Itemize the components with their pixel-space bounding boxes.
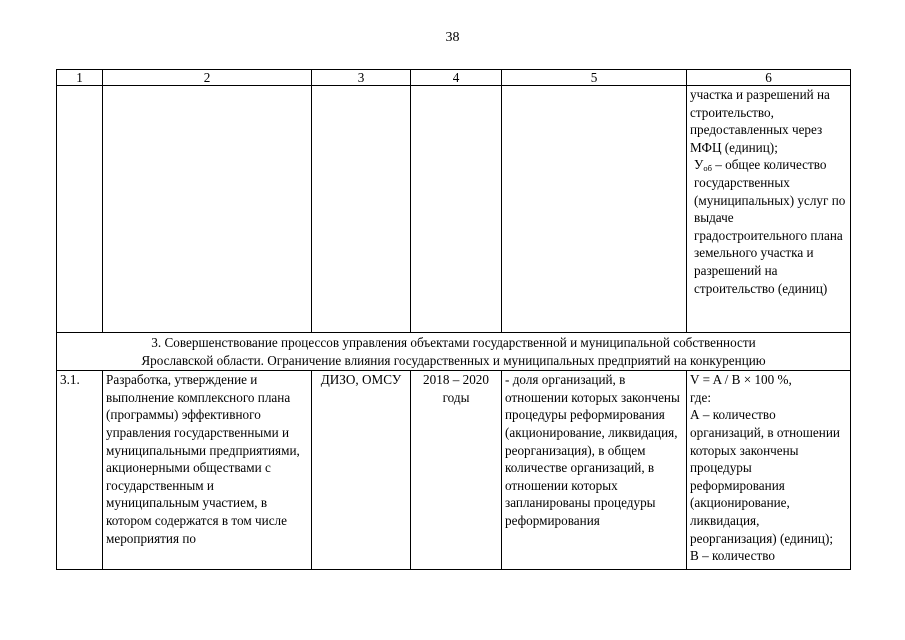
cont-cell-4 [411, 86, 502, 333]
symbol-u-definition: – общее количество государственных (муниципальных) услуг по выдаче градостроительного плана земельного участка и разрешений на строительство (единиц) [694, 157, 846, 296]
symbol-u: У [694, 157, 704, 173]
formula-cell [687, 371, 851, 570]
executor-cell: ДИЗО, ОМСУ [312, 371, 411, 570]
cont-cell-3 [312, 86, 411, 333]
cont-cell-6 [687, 86, 851, 333]
cont-col6-definition [690, 156, 847, 297]
row-number-cell: 3.1. [57, 371, 103, 570]
formula-a-definition: А – количество организаций, в отношении которых закончены процедуры реформирования (акционирование, ликвидация, реорганизация) (единиц); [690, 407, 840, 546]
section-heading-cell [57, 333, 851, 371]
symbol-u-subscript: об [703, 163, 712, 174]
table-header-row [57, 70, 851, 86]
measure-cell: Разработка, утверждение и выполнение комплексного плана (программы) эффективного управления государственными и муниципальными предприятиями, акционерными обществами с государственным и муниципальным участием, в котором содержатся в том числе мероприятия по [103, 371, 312, 570]
header-col-3: 3 [312, 70, 411, 86]
cont-cell-1 [57, 86, 103, 333]
header-col-1: 1 [57, 70, 103, 86]
formula-where: где: [690, 389, 711, 405]
page-number: 38 [445, 30, 460, 45]
section-heading-row [57, 333, 851, 371]
header-col-4: 4 [411, 70, 502, 86]
header-col-6: 6 [687, 70, 851, 86]
measures-table [56, 69, 851, 570]
cont-col6-top-text: участка и разрешений на строительство, предоставленных через МФЦ (единиц); [690, 87, 830, 155]
header-col-5: 5 [502, 70, 687, 86]
indicator-cell: - доля организаций, в отношении которых закончены процедуры реформирования (акционирование, ликвидация, реорганизация), в общем количестве организаций, в отношении которых запланированы процедуры реформирования [502, 371, 687, 570]
period-cell [411, 371, 502, 570]
table-row-continuation [57, 86, 851, 333]
cont-cell-5 [502, 86, 687, 333]
section-heading-line-2: Ярославской области. Ограничение влияния государственных и муниципальных предприятий на конкуренцию [141, 352, 766, 368]
section-heading-line-1: 3. Совершенствование процессов управления объектами государственной и муниципальной собственности [151, 335, 756, 350]
formula-line: V = A / B × 100 %, [690, 372, 792, 388]
table-row-3-1 [57, 371, 851, 570]
cont-cell-2 [103, 86, 312, 333]
header-col-2: 2 [103, 70, 312, 86]
period-unit: годы [442, 389, 470, 405]
formula-b-definition: В – количество [690, 548, 775, 564]
period-years: 2018 – 2020 [423, 372, 489, 388]
